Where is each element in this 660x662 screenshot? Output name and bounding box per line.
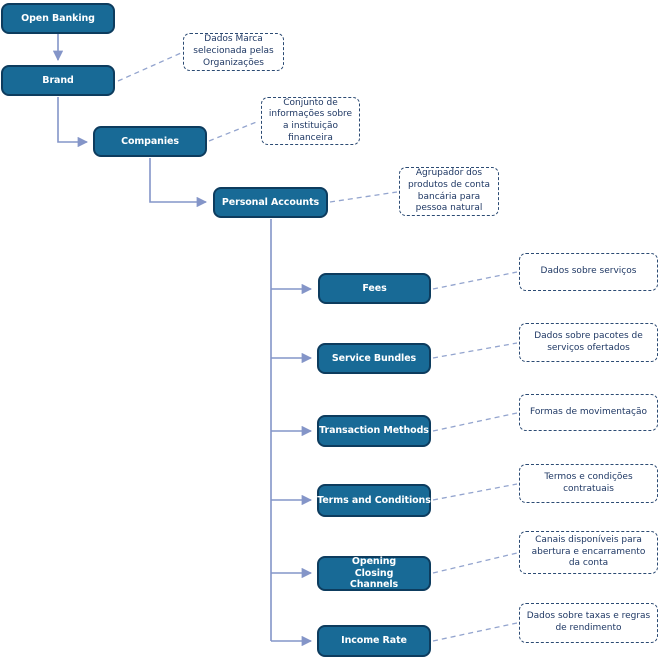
- node-companies-label: Companies: [121, 135, 179, 147]
- note-opening-closing-channels[interactable]: [519, 531, 658, 574]
- node-brand[interactable]: [1, 65, 115, 96]
- note-opening-closing-channels-text: Canais disponíveis para abertura e encarramento da conta: [531, 534, 646, 569]
- note-connector-brand: [118, 53, 181, 81]
- note-service-bundles-text: Dados sobre pacotes de serviços ofertados: [534, 330, 643, 353]
- node-companies[interactable]: [93, 126, 207, 157]
- note-connector-incomerate: [433, 623, 517, 641]
- node-fees-label: Fees: [362, 282, 387, 294]
- note-personal-accounts[interactable]: [399, 167, 499, 216]
- note-terms-and-conditions-text: Termos e condições contratuais: [544, 471, 633, 494]
- note-brand-text: Dados Marca selecionada pelas Organizações: [193, 34, 274, 68]
- note-connector-transactionmethods: [433, 413, 517, 431]
- node-terms-and-conditions-label: Terms and Conditions: [317, 494, 431, 506]
- node-brand-label: Brand: [42, 74, 74, 86]
- node-opening-closing-channels[interactable]: [317, 556, 431, 591]
- note-service-bundles[interactable]: [519, 323, 658, 362]
- node-personal-accounts[interactable]: [213, 187, 328, 218]
- node-service-bundles[interactable]: [317, 343, 431, 374]
- connector-companies-personalaccounts: [150, 158, 206, 202]
- note-brand[interactable]: [183, 33, 284, 71]
- note-fees[interactable]: [519, 253, 658, 291]
- connector-brand-companies: [58, 97, 87, 142]
- node-terms-and-conditions[interactable]: [317, 484, 431, 517]
- note-transaction-methods-text: Formas de movimentação: [530, 406, 647, 417]
- note-personal-accounts-text: Agrupador dos produtos de conta bancária para pessoa natural: [407, 168, 491, 214]
- node-transaction-methods[interactable]: [317, 415, 431, 447]
- note-connector-fees: [433, 272, 517, 289]
- note-connector-openingclosing: [433, 553, 517, 573]
- node-personal-accounts-label: Personal Accounts: [221, 196, 320, 208]
- note-companies[interactable]: [261, 97, 360, 145]
- note-companies-text: Conjunto de informações sobre a instituição financeira: [268, 97, 353, 143]
- note-income-rate-text: Dados sobre taxas e regras de rendimento: [526, 611, 651, 633]
- node-service-bundles-label: Service Bundles: [331, 352, 417, 364]
- note-connector-companies: [209, 121, 259, 141]
- note-income-rate[interactable]: [519, 603, 658, 643]
- note-terms-and-conditions[interactable]: [519, 464, 658, 503]
- note-transaction-methods[interactable]: [519, 394, 658, 431]
- node-open-banking-label: Open Banking: [21, 12, 95, 24]
- note-connector-personalaccounts: [330, 192, 397, 202]
- node-income-rate[interactable]: [317, 625, 431, 657]
- node-income-rate-label: Income Rate: [341, 635, 407, 647]
- note-connector-termsandconditions: [433, 484, 517, 500]
- note-fees-text: Dados sobre serviços: [540, 266, 637, 277]
- node-transaction-methods-label: Transaction Methods: [319, 425, 429, 437]
- node-opening-closing-channels-label: Opening Closing Channels: [349, 555, 399, 591]
- node-fees[interactable]: [318, 273, 431, 304]
- node-open-banking[interactable]: [1, 3, 115, 34]
- note-connector-servicebundles: [433, 343, 517, 358]
